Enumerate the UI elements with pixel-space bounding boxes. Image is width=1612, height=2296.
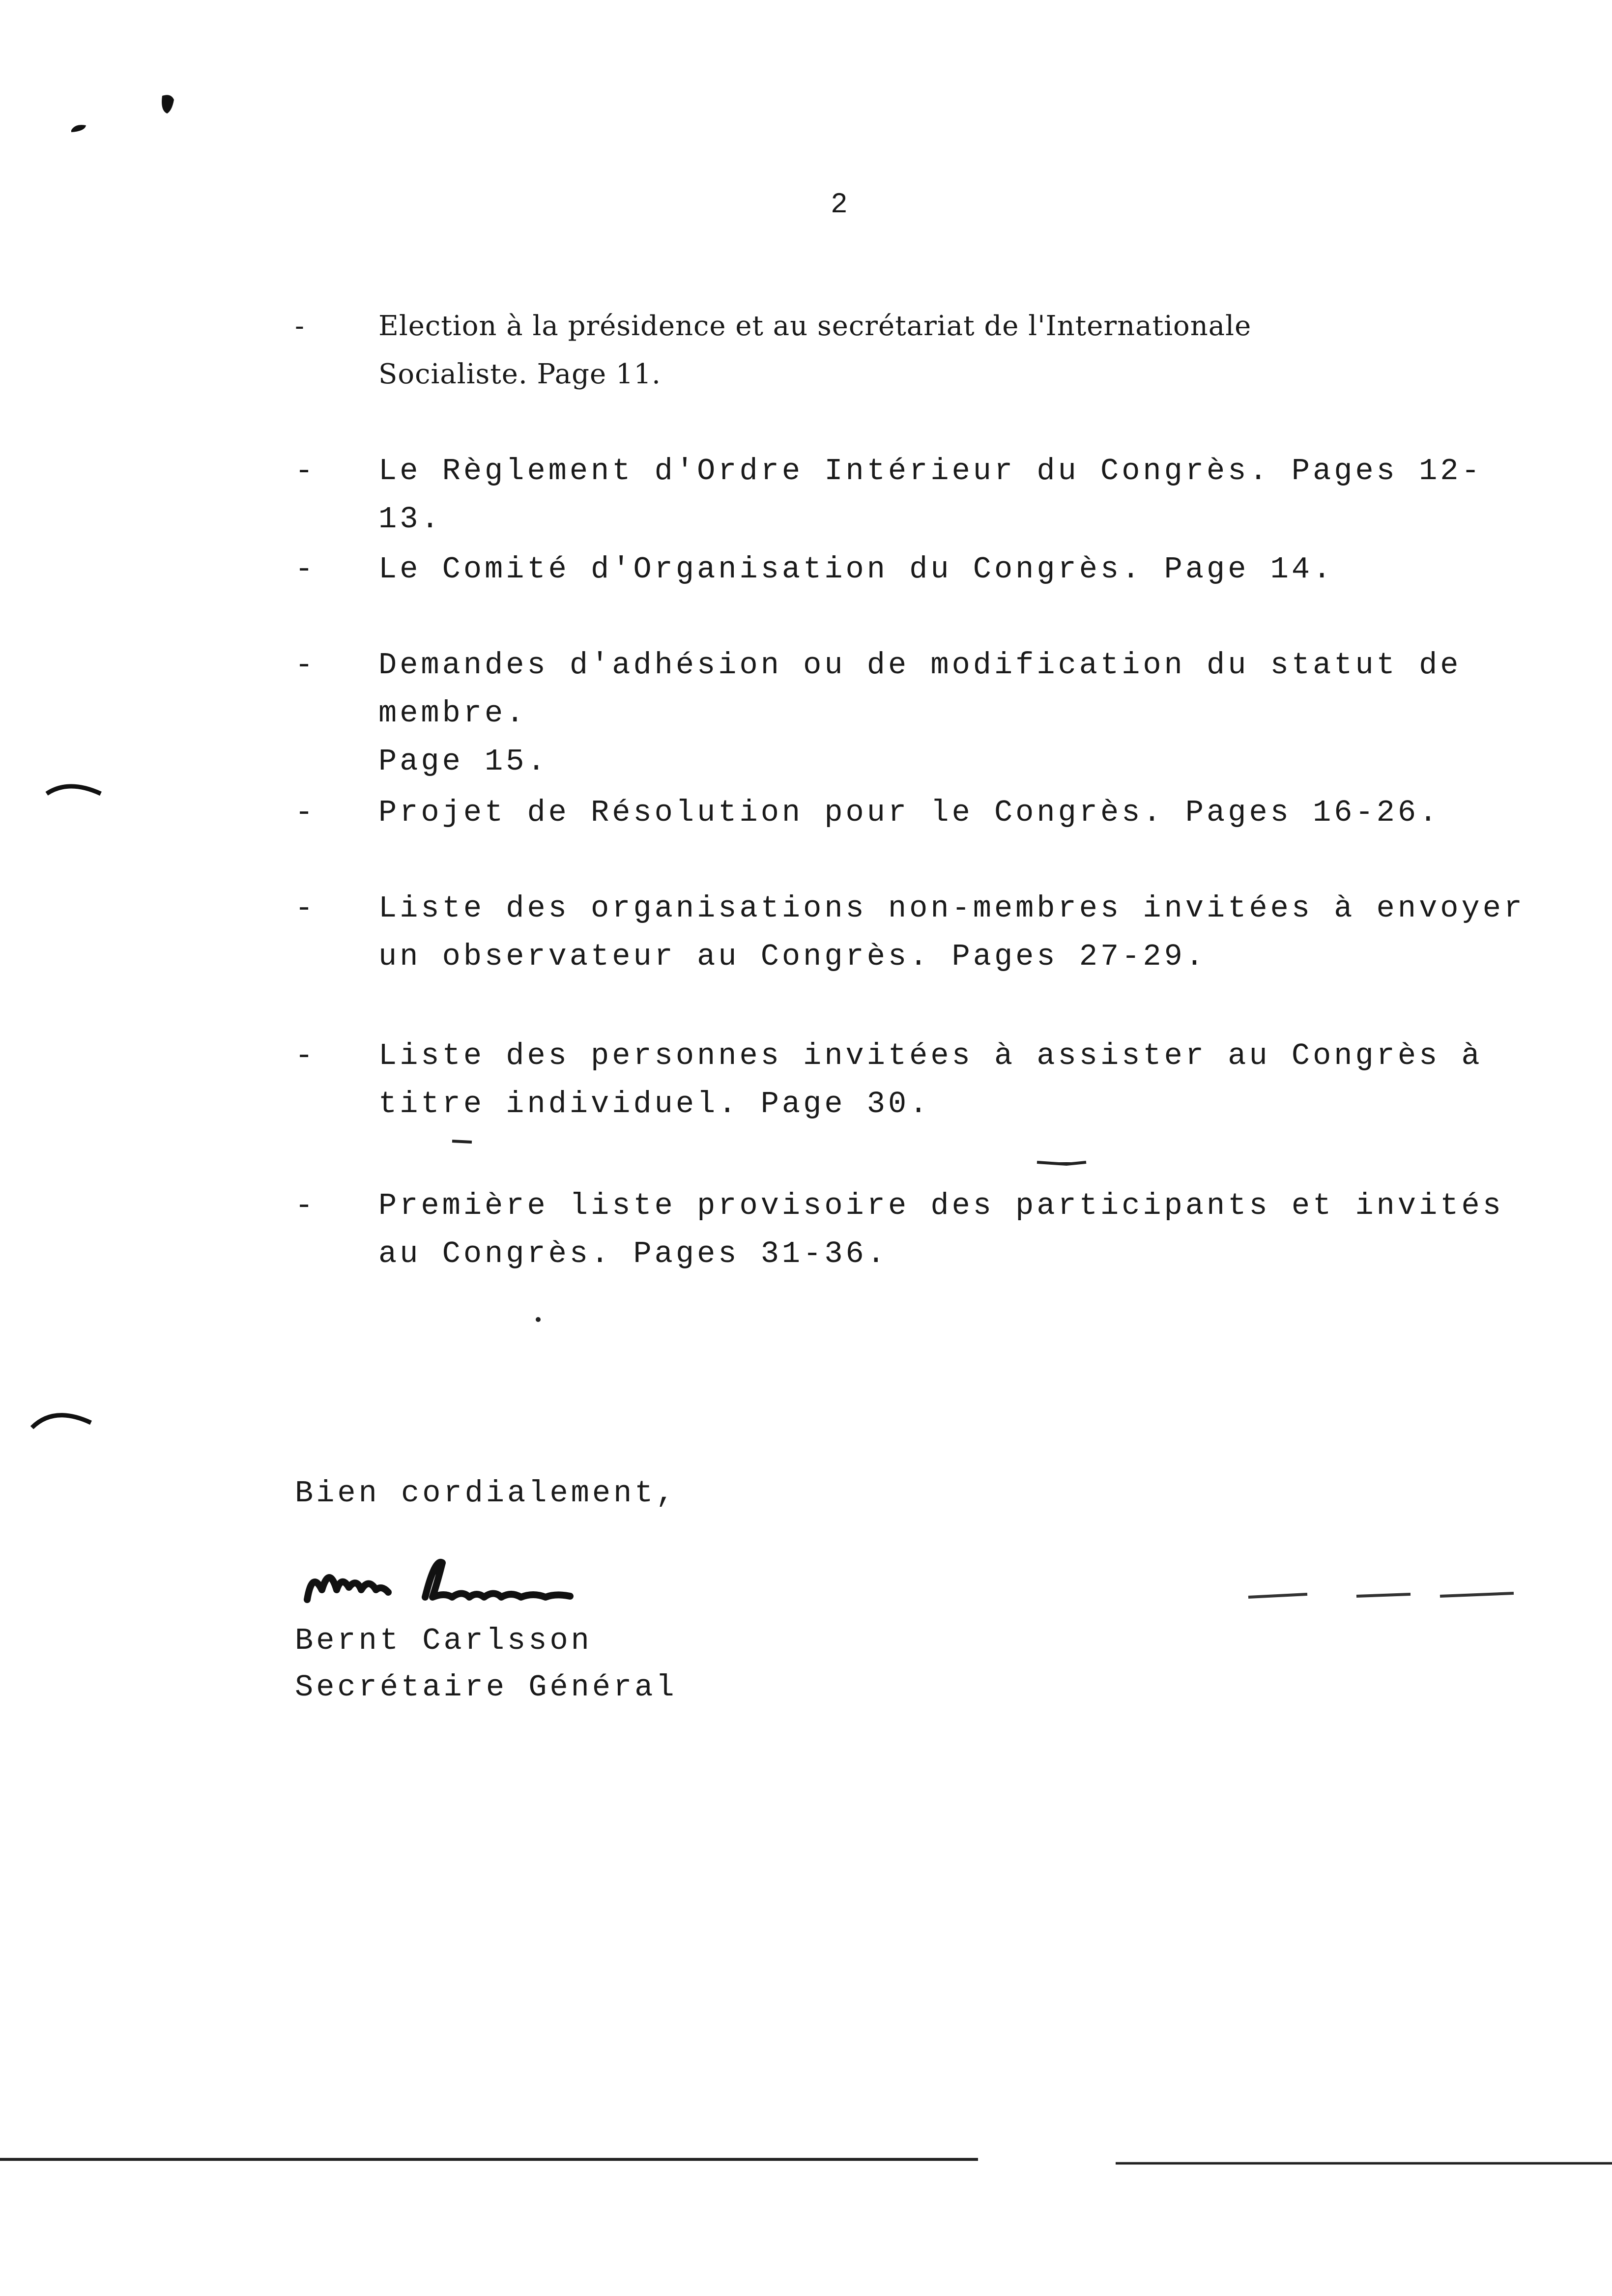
salutation: Bien cordialement, (295, 1476, 677, 1511)
list-dash: - (295, 310, 305, 342)
list-dash: - (295, 648, 317, 683)
list-item-text: Le Comité d'Organisation du Congrès. Page 14. (378, 552, 1334, 587)
list-item-text: Projet de Résolution pour le Congrès. Pages 16-26. (378, 795, 1440, 830)
signatory-title: Secrétaire Général (295, 1670, 677, 1705)
list-dash: - (295, 1038, 317, 1073)
list-dash: - (295, 795, 317, 830)
handwritten-signature (302, 1553, 661, 1617)
list-item-text: Liste des personnes invitées à assister au Congrès à titre individuel. Page 30. (378, 1038, 1483, 1121)
list-item-text: Le Règlement d'Ordre Intérieur du Congrès. Pages 12-13. (378, 454, 1483, 537)
page-number: 2 (831, 189, 849, 221)
list-dash: - (295, 1188, 317, 1223)
list-item-text: Première liste provisoire des participants et invités au Congrès. Pages 31-36. (378, 1188, 1504, 1271)
list-dash: - (295, 552, 317, 587)
list-dash: - (295, 891, 317, 926)
list-dash: - (295, 454, 317, 488)
list-item-text: Liste des organisations non-membres invitées à envoyer un observateur au Congrès. Pages 27-29. (378, 891, 1526, 974)
list-item-text: Election à la présidence et au secrétariat de l'Internationale Socialiste. Page 11. (378, 310, 1252, 390)
list-item-text: Demandes d'adhésion ou de modification du statut de membre. Page 15. (378, 648, 1462, 779)
signatory-name: Bernt Carlsson (295, 1623, 592, 1658)
